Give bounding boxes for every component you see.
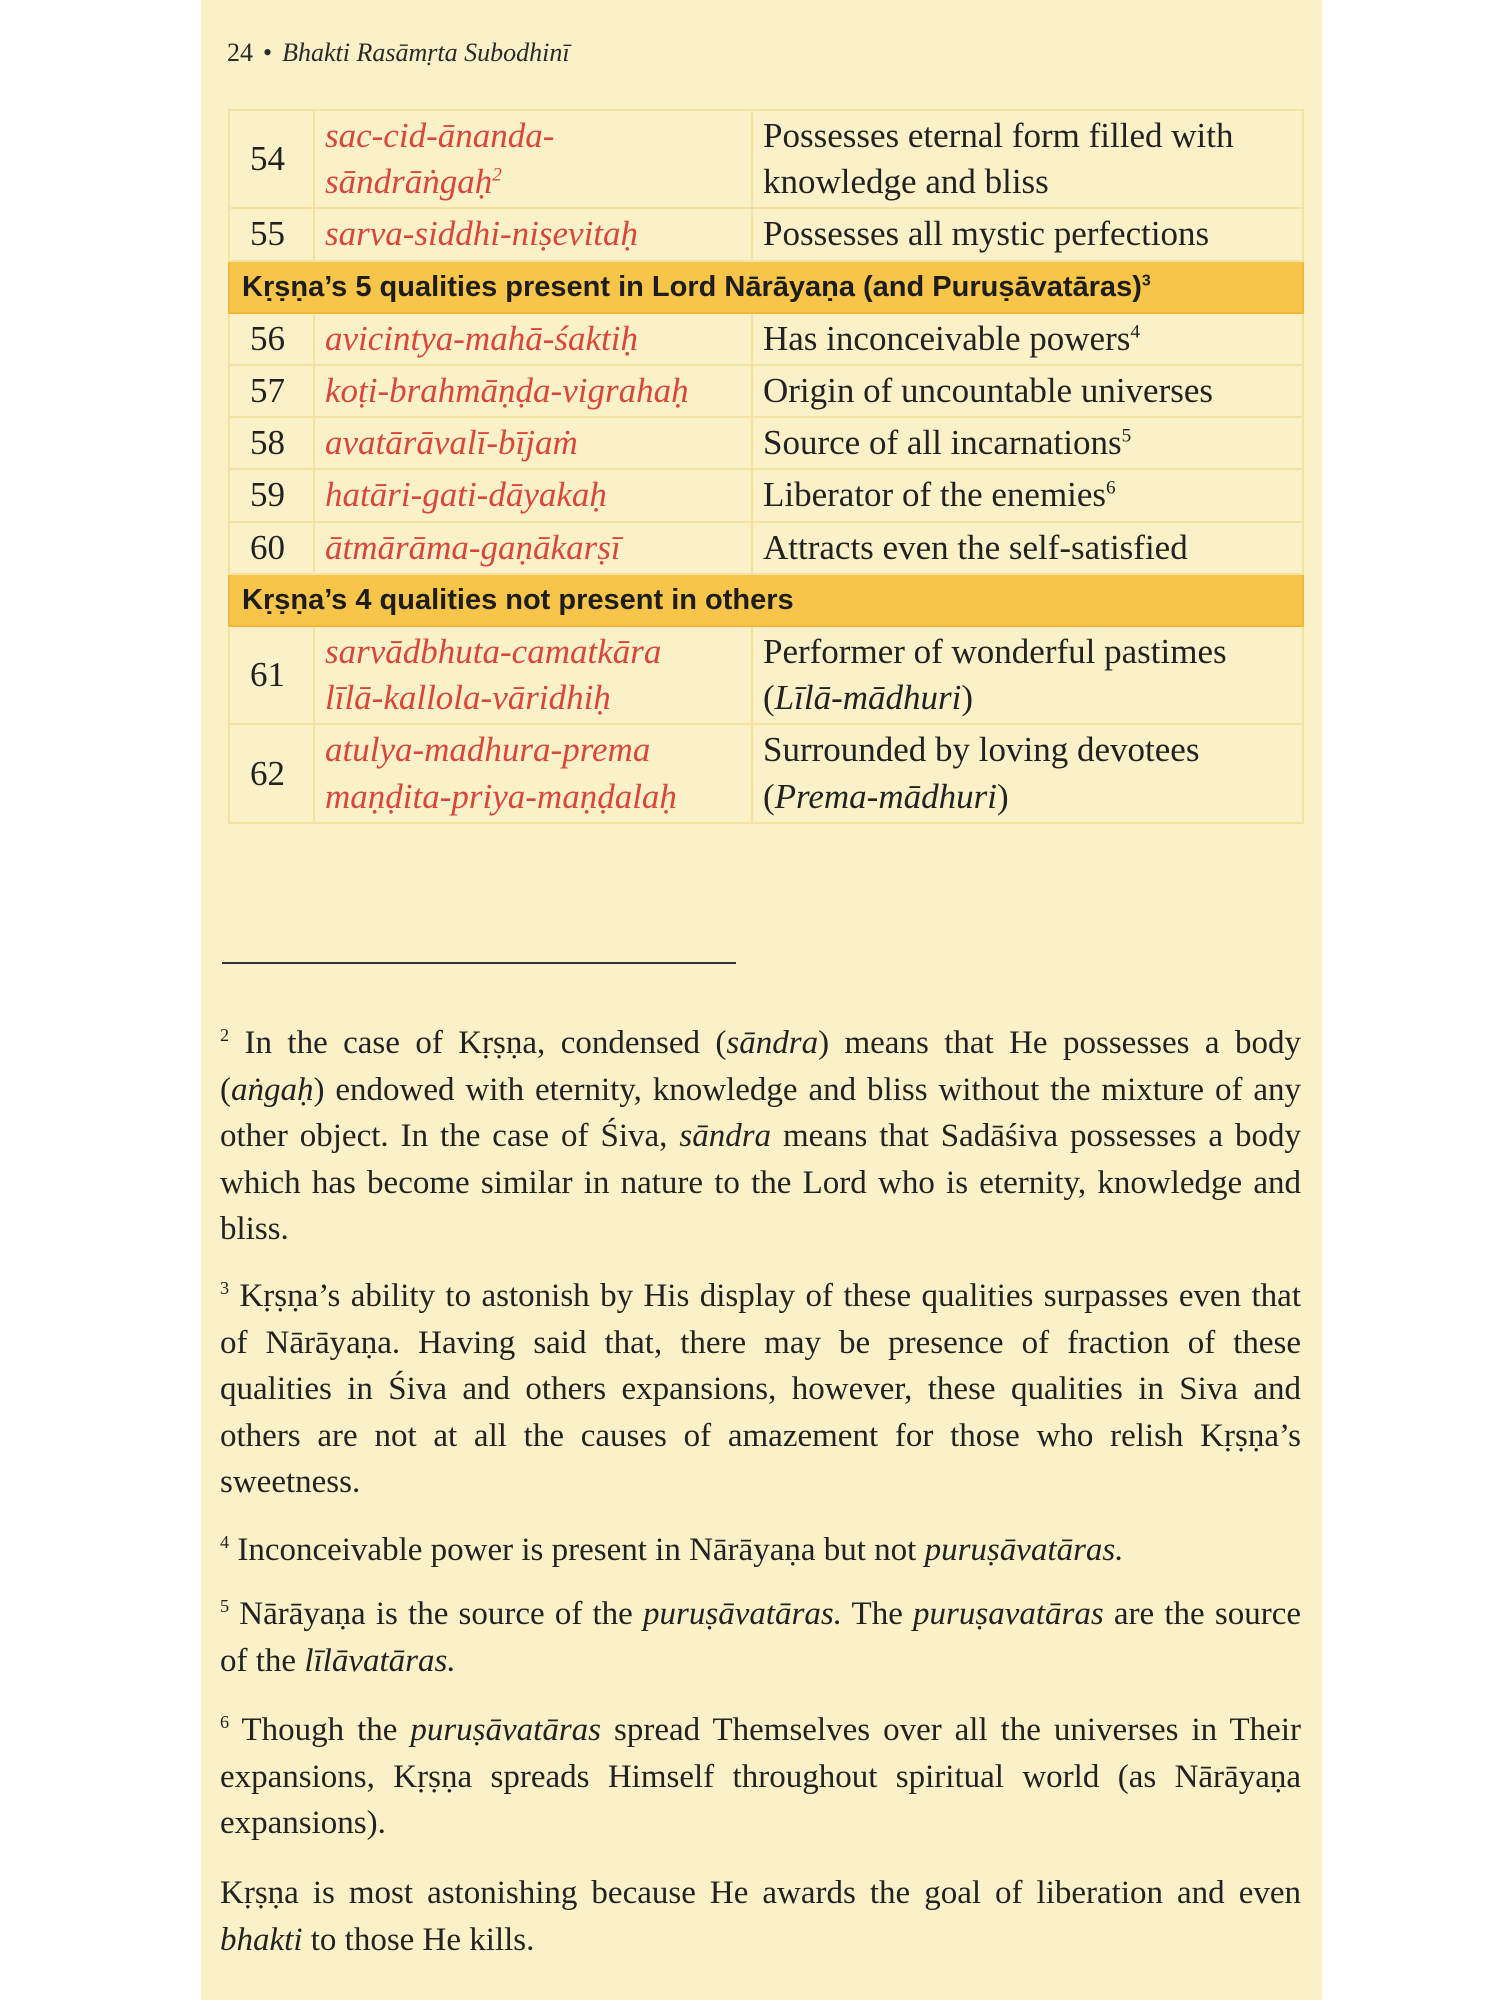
quality-meaning: Performer of wonderful pastimes (Līlā-mādhuri): [752, 626, 1303, 724]
footnote-marker: 3: [220, 1278, 230, 1298]
footnote-6: $^6$ Though the puruṣāvatāras spread Themselves over all the universes in Their expansions, Kṛṣṇa spreads Himself throughout spiritual world (as Nārāyaṇa expansions).: [220, 1712, 1301, 1841]
section-title: Kṛṣṇa’s 5 qualities present in Lord Nārāyaṇa (and Puruṣāvatāras)$^3$: [229, 261, 1303, 313]
table-row: [229, 724, 1303, 822]
footnote-divider: [222, 962, 736, 964]
quality-meaning: Source of all incarnations$^5$: [752, 417, 1303, 469]
table-row: [229, 365, 1303, 417]
page-number: 24: [227, 38, 253, 67]
footnote-ref: 4: [1130, 321, 1140, 343]
footnote-2: $^2$ In the case of Kṛṣṇa, condensed (sāndra) means that He possesses a body (aṅgaḥ) endowed with eternity, knowledge and bliss without the mixture of any other object. In the case of Śiva, sāndra means that Sadāśiva possesses a body which has become similar in nature to the Lord who is eternity, knowledge and bliss.: [220, 1025, 1302, 1247]
quality-number: 55: [229, 208, 314, 260]
sanskrit-name: ātmārāma-gaṇākarṣī: [314, 522, 752, 574]
table-row: [229, 110, 1303, 208]
footnote-marker: 4: [220, 1532, 230, 1552]
quality-meaning: Possesses all mystic perfections: [752, 208, 1303, 260]
quality-meaning: Liberator of the enemies$^6$: [752, 469, 1303, 521]
quality-meaning: Possesses eternal form filled with knowledge and bliss: [752, 110, 1303, 208]
header-separator: •: [263, 38, 273, 67]
quality-number: 59: [229, 469, 314, 521]
footnote-marker: 6: [220, 1712, 230, 1732]
table-row: [229, 522, 1303, 574]
section-title: Kṛṣṇa’s 4 qualities not present in others: [229, 574, 1303, 626]
quality-meaning: Has inconceivable powers$^4$: [752, 313, 1303, 365]
section-header-row: [229, 261, 1303, 313]
quality-number: 62: [229, 724, 314, 822]
sanskrit-name: sac-cid-ānanda- sāndrāṅgaḥ$^2$: [314, 110, 752, 208]
footnote-marker: 5: [220, 1596, 230, 1616]
table-row: [229, 313, 1303, 365]
quality-meaning: Surrounded by loving devotees (Prema-mādhuri): [752, 724, 1303, 822]
section-header-row: [229, 574, 1303, 626]
quality-meaning: Attracts even the self-satisfied: [752, 522, 1303, 574]
table-row: [229, 208, 1303, 260]
sanskrit-name: sarvādbhuta-camatkāra līlā-kallola-vāridhiḥ: [314, 626, 752, 724]
quality-number: 57: [229, 365, 314, 417]
footnote-3: $^3$ Kṛṣṇa’s ability to astonish by His display of these qualities surpasses even that of Nārāyaṇa. Having said that, there may be presence of fraction of these qualities in Śiva and others expansions, however, these qualities in Siva and others are not at all the causes of amazement for those who relish Kṛṣṇa’s sweetness.: [220, 1278, 1301, 1500]
sanskrit-name: atulya-madhura-prema maṇḍita-priya-maṇḍalaḥ: [314, 724, 752, 822]
quality-meaning: Origin of uncountable universes: [752, 365, 1303, 417]
table-row: [229, 469, 1303, 521]
table-row: [229, 417, 1303, 469]
footnote-ref: 2: [492, 164, 502, 186]
quality-number: 54: [229, 110, 314, 208]
footnote-4: $^4$ Inconceivable power is present in Nārāyaṇa but not puruṣāvatāras.: [220, 1532, 1124, 1568]
closing-paragraph: Kṛṣṇa is most astonishing because He awards the goal of liberation and even bhakti to those He kills.: [220, 1875, 1301, 1958]
book-page: [201, 0, 1322, 2000]
sanskrit-name: koṭi-brahmāṇḍa-vigrahaḥ: [314, 365, 752, 417]
footnote-5: $^5$ Nārāyaṇa is the source of the puruṣāvatāras. The puruṣavatāras are the source of the līlāvatāras.: [220, 1596, 1301, 1679]
footnote-ref: 6: [1106, 477, 1116, 499]
qualities-table: [228, 109, 1304, 824]
footnote-ref: 3: [1141, 271, 1151, 289]
quality-number: 58: [229, 417, 314, 469]
sanskrit-name: sarva-siddhi-niṣevitaḥ: [314, 208, 752, 260]
footnote-marker: 2: [220, 1025, 230, 1045]
table-row: [229, 626, 1303, 724]
running-header: [227, 38, 570, 68]
quality-number: 60: [229, 522, 314, 574]
sanskrit-name: avicintya-mahā-śaktiḥ: [314, 313, 752, 365]
quality-number: 61: [229, 626, 314, 724]
sanskrit-name: avatārāvalī-bījaṁ: [314, 417, 752, 469]
quality-number: 56: [229, 313, 314, 365]
sanskrit-name: hatāri-gati-dāyakaḥ: [314, 469, 752, 521]
book-title: Bhakti Rasāmṛta Subodhinī: [282, 38, 570, 67]
footnote-ref: 5: [1121, 425, 1132, 447]
